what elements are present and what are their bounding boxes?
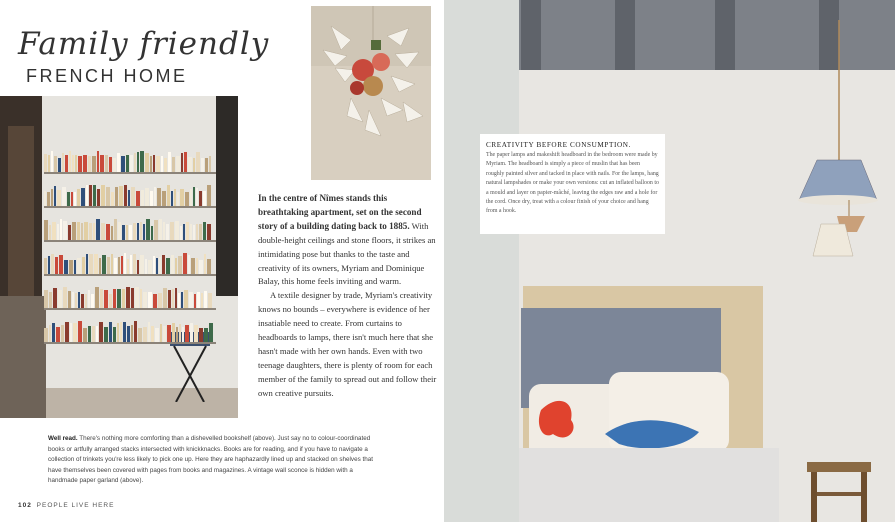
duvet-shape (519, 448, 779, 522)
book-spine (102, 255, 106, 274)
photo-caption (48, 434, 374, 487)
book-spine (78, 292, 80, 308)
book-spine (191, 258, 195, 274)
book-spine (63, 287, 67, 308)
book-spine (154, 220, 158, 240)
book-spine (48, 256, 50, 274)
book-spine (113, 158, 116, 172)
book-spine (119, 186, 123, 206)
book-spine (117, 289, 121, 308)
book-spine (172, 323, 175, 342)
paper-lamps-shape (777, 20, 887, 260)
book-spine (101, 223, 105, 240)
book-spine (157, 188, 161, 206)
book-spine (75, 293, 77, 308)
book-spine (184, 152, 187, 172)
book-spine (127, 259, 129, 274)
book-spine (115, 187, 118, 206)
book-spine (89, 254, 93, 274)
info-box-text: The paper lamps and makeshift headboard in the bedroom were made by Myriam. The headboard is simply a piece of muslin that has been roughly painted silver and tacked in place with nails. For the lamps, hang natural lampshades or make your own versions: cut an inflated balloon to a mould and layer on papier-mâché, leaving the edges raw and a hole for the cord. Once dry, treat with a colour finish of your choice and hang from a hook. (486, 152, 659, 215)
sidebar-info-box (480, 134, 665, 234)
book-spine (99, 322, 103, 342)
book-spine (44, 290, 48, 308)
book-spine (190, 224, 192, 240)
book-spine (161, 156, 163, 172)
book-spine (71, 192, 73, 206)
book-spine (100, 289, 103, 308)
book-spine (74, 260, 76, 274)
book-spine (106, 224, 110, 240)
book-spine (201, 293, 203, 308)
book-spine (193, 187, 195, 206)
book-spine (54, 156, 57, 172)
book-spine (190, 323, 193, 342)
ceiling-beam (715, 0, 735, 72)
book-row (44, 252, 216, 274)
book-spine (174, 189, 176, 206)
book-spine (122, 225, 125, 240)
book-spine (126, 225, 128, 240)
book-spine (175, 221, 179, 240)
book-spine (63, 221, 67, 240)
book-spine (162, 191, 166, 206)
book-spine (44, 258, 47, 274)
book-spine (92, 326, 95, 342)
book-spine (129, 225, 132, 240)
book-spine (65, 322, 69, 342)
left-page (0, 0, 444, 522)
book-spine (72, 155, 74, 172)
book-spine (44, 191, 46, 206)
book-spine (96, 219, 100, 240)
book-spine (175, 288, 177, 308)
book-spine (175, 258, 177, 274)
book-spine (74, 192, 76, 206)
book-spine (100, 155, 104, 172)
book-spine (93, 185, 96, 206)
book-spine (177, 192, 179, 206)
book-spine (148, 260, 152, 274)
book-spine (118, 222, 121, 240)
book-spine (113, 327, 116, 342)
window-frame-shape (216, 96, 238, 296)
book-spine (167, 185, 170, 206)
book-spine (134, 321, 137, 342)
book-spine (88, 290, 90, 308)
book-spine (133, 223, 136, 240)
book-spine (137, 152, 139, 172)
book-spine (57, 190, 61, 206)
book-spine (49, 292, 52, 308)
book-spine (176, 156, 180, 172)
book-spine (44, 154, 47, 172)
book-spine (73, 323, 77, 342)
book-spine (127, 326, 130, 342)
book-spine (106, 187, 110, 206)
book-spine (64, 260, 68, 274)
book-spine (51, 151, 53, 172)
book-spine (85, 294, 87, 308)
book-spine (208, 293, 212, 308)
garland-photo (311, 6, 431, 180)
book-spine (120, 322, 122, 342)
book-spine (179, 324, 181, 342)
book-spine (86, 254, 88, 274)
book-spine (111, 192, 114, 206)
book-spine (188, 255, 190, 274)
book-spine (135, 287, 139, 308)
book-spine (151, 226, 153, 240)
book-spine (156, 156, 160, 172)
book-spine (145, 153, 149, 172)
book-spine (201, 158, 204, 172)
book-spine (133, 254, 136, 274)
book-spine (81, 294, 84, 308)
book-spine (77, 222, 80, 240)
book-spine (137, 223, 139, 240)
book-spine (163, 288, 167, 308)
book-spine (84, 222, 88, 240)
book-spine (62, 187, 66, 206)
book-spine (171, 255, 174, 274)
book-spine (209, 323, 213, 342)
section-name: PEOPLE LIVE HERE (36, 502, 115, 509)
bookshelf-photo (0, 96, 238, 418)
bedroom-photo (519, 0, 895, 522)
book-spine (121, 256, 123, 274)
book-spine (170, 222, 174, 240)
book-spine (196, 152, 200, 172)
book-spine (68, 225, 71, 240)
book-spine (109, 157, 112, 172)
book-spine (207, 224, 211, 240)
caption-text: There's nothing more comforting than a dishevelled bookshelf (above). Just say no to colour-coordinated books or artfully arranged stacks intersected with knickknacks. Books are for reading, and if you have to navigate a collection of trinkets you're less likely to pick one up. Here they are haphazardly lined up and stacked on shelves that have themselves been covered with pages from books and magazines. A vintage wall sconce is hidden with a handmade paper garland (above). (48, 435, 373, 484)
book-spine (196, 258, 198, 274)
book-spine (145, 188, 149, 206)
book-spine (118, 257, 120, 274)
book-spine (130, 255, 132, 274)
book-spine (60, 219, 62, 240)
book-spine (81, 188, 85, 206)
book-spine (56, 327, 60, 342)
book-spine (121, 156, 125, 172)
book-spine (131, 187, 135, 206)
book-spine (89, 223, 92, 240)
book-spine (167, 325, 171, 342)
book-spine (204, 254, 206, 274)
book-spine (97, 151, 99, 172)
book-spine (78, 156, 82, 172)
book-spine (162, 255, 165, 274)
book-spine (136, 191, 140, 206)
book-row (44, 218, 216, 240)
book-spine (104, 327, 108, 342)
book-spine (96, 326, 98, 342)
book-spine (52, 323, 55, 342)
article-title-script: Family friendly (18, 26, 270, 62)
ceiling-beam (615, 0, 635, 72)
book-row (44, 320, 216, 342)
book-spine (51, 189, 53, 206)
book-spine (101, 185, 105, 206)
book-spine (176, 327, 178, 342)
book-spine (143, 224, 145, 240)
book-spine (193, 225, 195, 240)
book-spine (88, 326, 91, 342)
book-spine (184, 290, 188, 308)
book-spine (62, 153, 64, 172)
cabinet-shape (0, 296, 46, 418)
book-spine (123, 322, 126, 342)
book-spine (164, 158, 167, 172)
book-spine (97, 189, 100, 206)
book-spine (124, 253, 126, 274)
book-spine (114, 219, 117, 240)
book-row (44, 184, 216, 206)
book-spine (109, 322, 112, 342)
book-spine (159, 257, 161, 274)
page-gutter (444, 0, 519, 522)
book-spine (104, 290, 108, 308)
book-spine (44, 220, 48, 240)
book-spine (180, 189, 184, 206)
caption-lead: Well read. (48, 435, 78, 442)
book-spine (207, 259, 211, 274)
book-spine (199, 328, 203, 342)
book-spine (146, 219, 150, 240)
book-spine (130, 155, 133, 172)
book-spine (148, 292, 152, 308)
book-spine (182, 327, 184, 342)
book-spine (83, 328, 87, 342)
book-spine (113, 289, 116, 308)
book-spine (126, 155, 129, 172)
book-spine (153, 155, 155, 172)
book-spine (72, 292, 74, 308)
book-spine (143, 292, 147, 308)
book-spine (183, 253, 187, 274)
book-spine (59, 255, 63, 274)
book-spine (155, 328, 159, 342)
book-spine (82, 257, 85, 274)
book-spine (151, 326, 154, 342)
book-spine (55, 257, 58, 274)
book-spine (77, 189, 80, 206)
book-spine (203, 222, 206, 240)
book-spine (140, 222, 142, 240)
book-row (44, 150, 216, 172)
book-spine (153, 294, 157, 308)
book-spine (185, 325, 189, 342)
book-spine (204, 291, 207, 308)
book-spine (51, 254, 54, 274)
book-spine (166, 224, 169, 240)
book-spine (91, 294, 94, 308)
book-spine (141, 190, 144, 206)
book-spine (196, 188, 198, 206)
book-spine (93, 223, 95, 240)
shelf-board (44, 240, 216, 242)
book-spine (168, 152, 171, 172)
book-spine (183, 224, 185, 240)
book-spine (117, 153, 120, 172)
book-spine (150, 156, 152, 172)
book-spine (117, 323, 119, 342)
book-spine (88, 156, 91, 172)
book-spine (194, 294, 196, 308)
book-spine (92, 156, 96, 172)
book-spine (58, 158, 61, 172)
book-spine (109, 294, 112, 308)
book-spine (77, 258, 81, 274)
article-body (258, 192, 438, 401)
book-spine (83, 155, 87, 172)
book-spine (53, 288, 57, 308)
book-spine (148, 322, 150, 342)
book-spine (189, 292, 193, 308)
book-spine (69, 151, 71, 172)
book-spine (114, 258, 117, 274)
book-spine (172, 289, 174, 308)
book-spine (138, 328, 142, 342)
book-spine (158, 293, 162, 308)
book-spine (54, 186, 56, 206)
body-paragraph-1: With double-height ceilings and stone floors, it strikes an intimidating pose but thanks to the taste and creativity of its owners, Myriam and Dominique Balay, this home feels inviting and warm. (258, 220, 436, 287)
shelf-board (44, 274, 216, 276)
book-spine (49, 225, 51, 240)
shelf-board (44, 172, 216, 174)
book-spine (99, 258, 101, 274)
book-spine (89, 185, 92, 206)
page-folio (18, 502, 114, 509)
book-spine (134, 153, 136, 172)
book-spine (153, 256, 155, 274)
book-spine (193, 158, 195, 172)
book-spine (111, 226, 113, 240)
book-spine (199, 260, 203, 274)
book-spine (131, 288, 134, 308)
book-spine (188, 157, 192, 172)
book-spine (143, 327, 147, 342)
book-spine (186, 222, 189, 240)
book-spine (209, 156, 211, 172)
book-spine (150, 191, 153, 206)
book-spine (145, 259, 147, 274)
book-spine (67, 192, 70, 206)
book-spine (160, 324, 162, 342)
book-spine (199, 191, 202, 206)
book-spine (205, 158, 208, 172)
book-spine (171, 191, 173, 206)
book-spine (57, 224, 59, 240)
shelf-board (44, 342, 216, 344)
book-spine (207, 185, 211, 206)
ceiling-beam (521, 0, 541, 72)
book-row (44, 286, 216, 308)
book-spine (181, 292, 183, 308)
book-spine (172, 157, 175, 172)
book-spine (194, 325, 198, 342)
book-spine (69, 260, 73, 274)
book-spine (124, 185, 127, 206)
book-spine (61, 325, 64, 342)
book-spine (137, 260, 139, 274)
book-spine (47, 192, 50, 206)
book-spine (156, 258, 158, 274)
book-spine (58, 290, 62, 308)
book-spine (95, 287, 99, 308)
book-spine (140, 151, 144, 172)
book-spine (154, 187, 156, 206)
shelf-board (44, 206, 216, 208)
book-spine (163, 326, 166, 342)
book-spine (178, 256, 182, 274)
book-spine (159, 219, 162, 240)
book-spine (52, 222, 56, 240)
book-spine (178, 293, 180, 308)
book-spine (81, 223, 83, 240)
book-spine (75, 155, 77, 172)
book-spine (181, 153, 183, 172)
book-spine (126, 287, 130, 308)
book-spine (131, 325, 133, 342)
shelf-board (44, 308, 216, 310)
book-spine (163, 222, 165, 240)
book-spine (70, 323, 72, 342)
book-spine (105, 155, 108, 172)
book-spine (197, 292, 200, 308)
info-box-title: CREATIVITY BEFORE CONSUMPTION. (486, 141, 631, 149)
page-number: 102 (18, 502, 32, 509)
book-spine (49, 325, 51, 342)
book-spine (128, 190, 130, 206)
book-spine (185, 192, 189, 206)
book-spine (72, 222, 76, 240)
book-spine (168, 290, 171, 308)
book-spine (180, 226, 182, 240)
book-spine (86, 185, 88, 206)
book-spine (204, 328, 208, 342)
book-spine (68, 291, 71, 308)
book-spine (44, 328, 48, 342)
book-spine (199, 224, 202, 240)
book-spine (94, 254, 98, 274)
body-paragraph-2: A textile designer by trade, Myriam's creativity knows no bounds – everywhere is evidence of her insatiable need to create. From curtains to headboards to lamps, there isn't much here that she hasn't made with her own hands. Even with two teenage daughters, there is plenty of room for each member of the family to spread out and follow their own creative pursuits. (258, 290, 437, 398)
book-spine (111, 254, 113, 274)
book-spine (166, 258, 170, 274)
book-spine (140, 289, 142, 308)
book-spine (65, 155, 68, 172)
book-spine (196, 224, 198, 240)
book-spine (140, 255, 144, 274)
book-spine (122, 289, 125, 308)
body-lead: In the centre of Nîmes stands this breathtaking apartment, set on the second story of a building dating back to 1885. (258, 193, 422, 231)
book-spine (48, 155, 50, 172)
side-stool-shape (807, 462, 871, 522)
book-spine (203, 191, 206, 206)
article-title-caps: FRENCH HOME (26, 66, 188, 86)
book-spine (190, 189, 192, 206)
book-spine (107, 257, 110, 274)
book-spine (78, 321, 82, 342)
